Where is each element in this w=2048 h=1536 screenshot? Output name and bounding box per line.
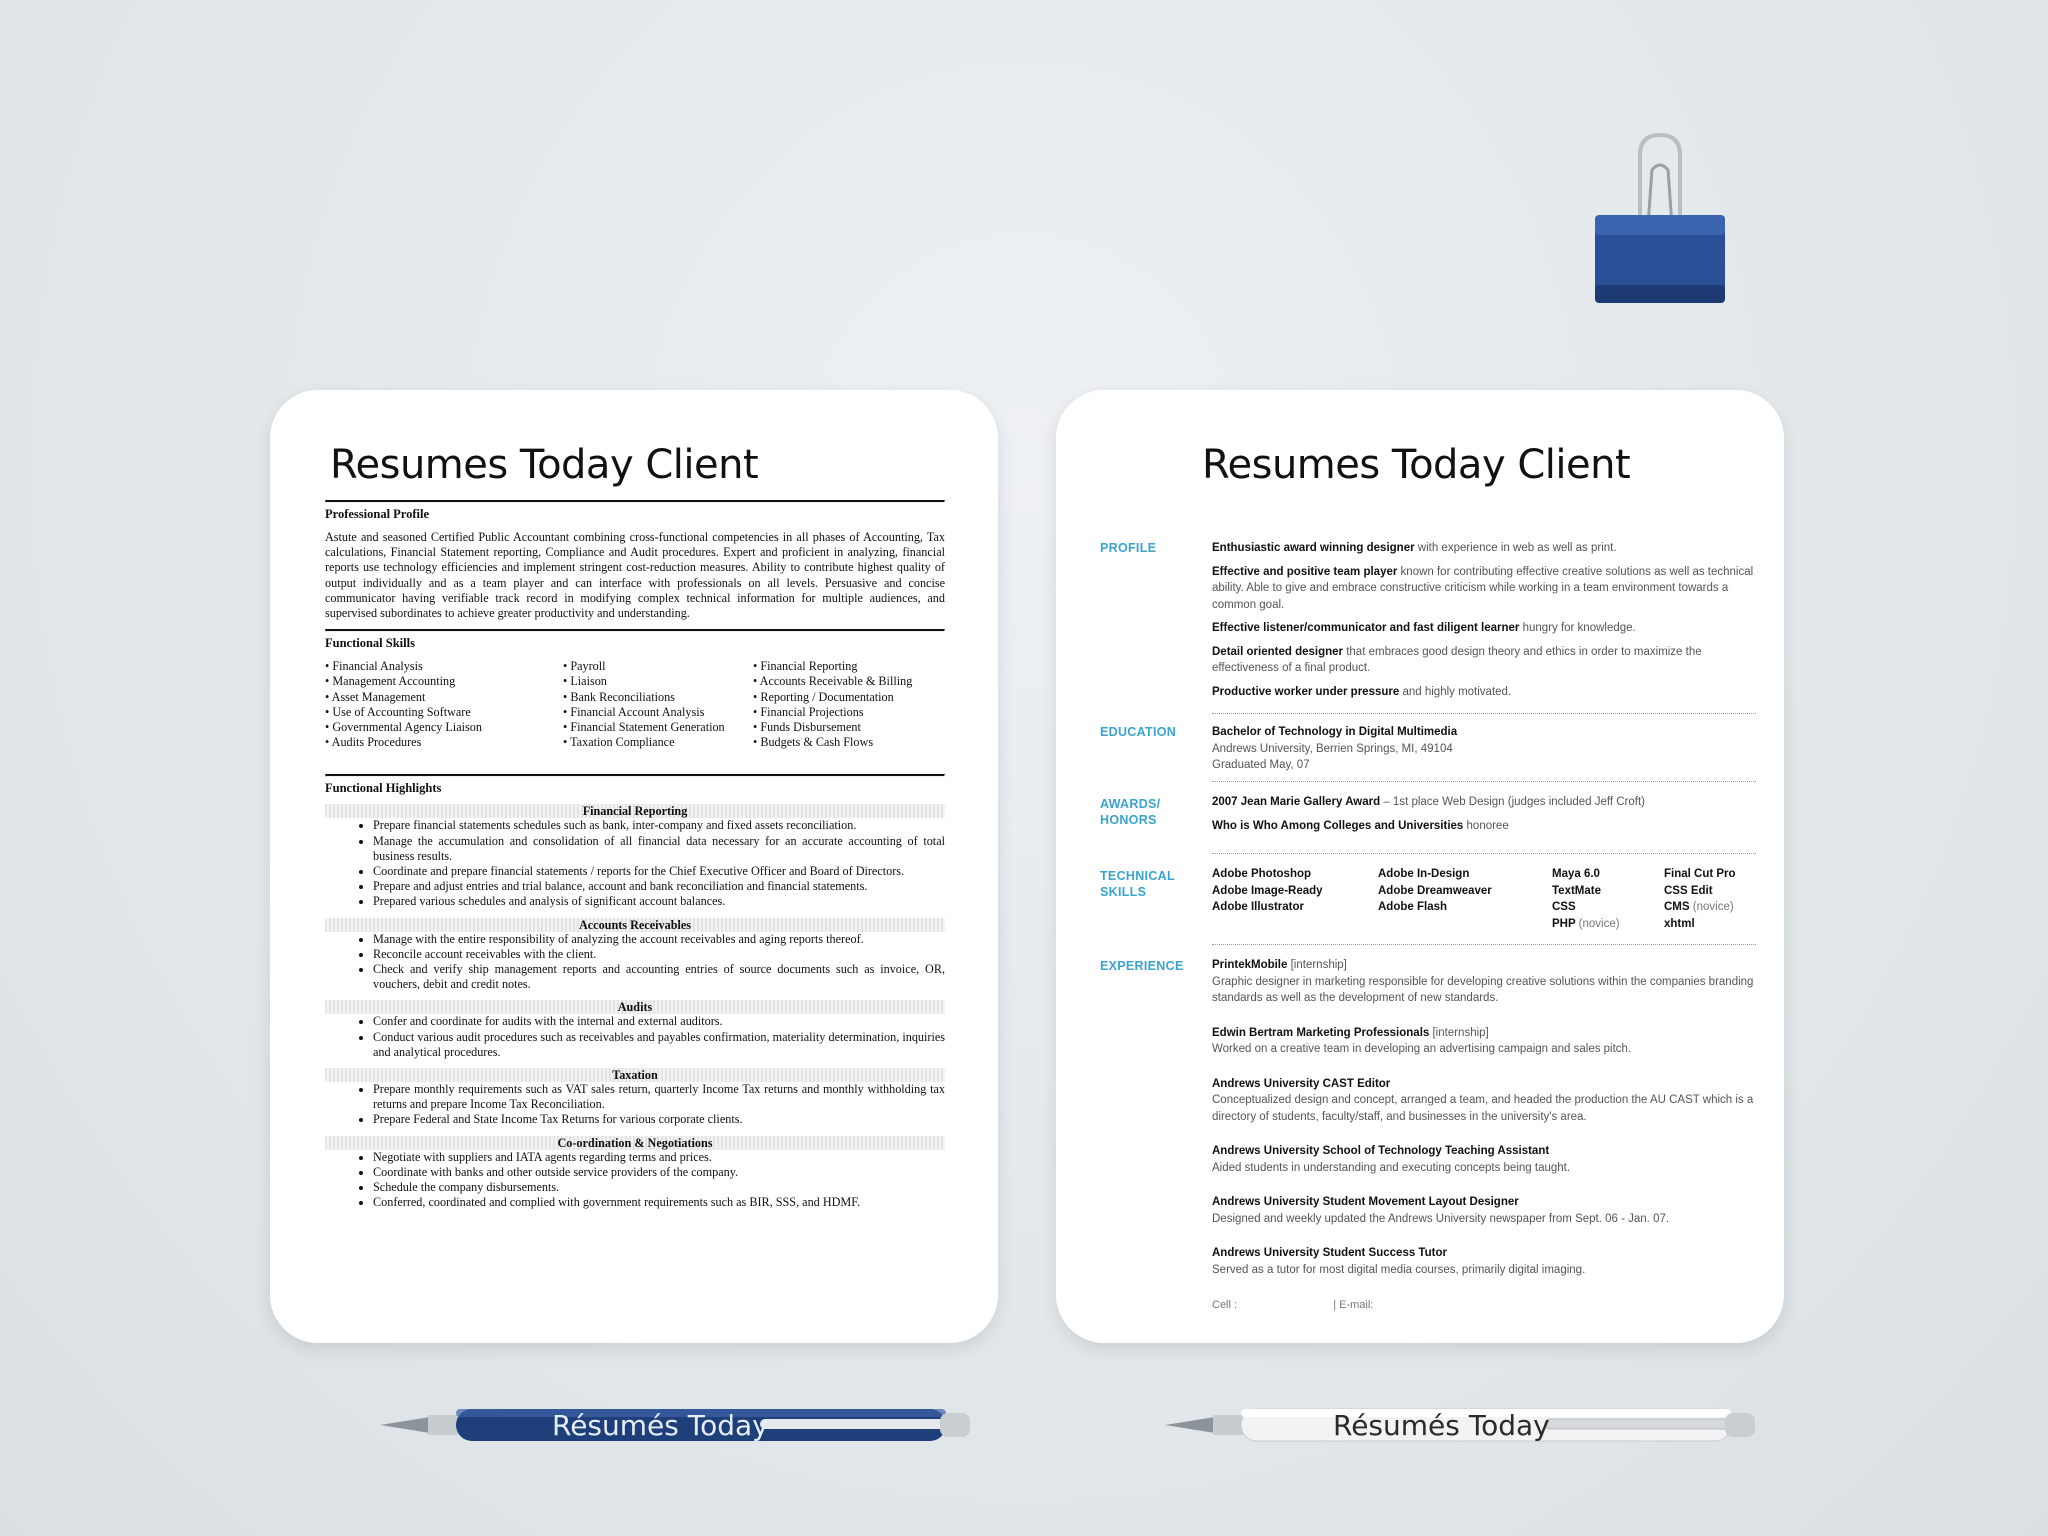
experience-list — [1212, 957, 1762, 1296]
skill-item: • Financial Account Analysis — [563, 705, 753, 720]
section-label-line: TECHNICAL — [1100, 869, 1175, 883]
experience-title — [1212, 1025, 1762, 1042]
experience-description: Conceptualized design and concept, arranged a team, and headed the production the AU CAST which is a directory of students, faculty/staff, and businesses in the university's area. — [1212, 1094, 1754, 1123]
tech-skill-note: (novice) — [1578, 917, 1620, 930]
divider — [325, 774, 945, 777]
education-school: Andrews University, Berrien Springs, MI, 49104 — [1212, 742, 1453, 755]
section-label-profile: PROFILE — [1100, 541, 1157, 555]
highlight-item: • Prepare financial statements schedules such as bank, inter-company and fixed assets reconciliation. — [373, 818, 945, 833]
experience-description: Graphic designer in marketing responsible for developing creative solutions within the companies branding standards as well as the development of new standards. — [1212, 975, 1754, 1004]
experience-title — [1212, 957, 1762, 974]
experience-tag: [internship] — [1429, 1026, 1489, 1039]
experience-item — [1212, 1143, 1762, 1176]
tech-skill-name: Adobe In-Design — [1378, 868, 1470, 880]
tech-skill — [1664, 883, 1762, 900]
section-label-education: EDUCATION — [1100, 725, 1177, 739]
highlight-subheading: Accounts Receivables — [325, 918, 945, 932]
experience-title — [1212, 1143, 1762, 1160]
profile-item-text: with experience in web as well as print. — [1414, 542, 1617, 554]
highlight-item: • Coordinate and prepare financial statements / reports for the Chief Executive Officer and Board of Directors. — [373, 864, 945, 879]
highlight-bullets — [325, 1082, 945, 1128]
section-heading-highlights: Functional Highlights — [325, 781, 442, 796]
tech-skill-name: Adobe Image-Ready — [1212, 884, 1323, 897]
highlight-item: • Prepare monthly requirements such as VAT sales return, quarterly Income Tax returns and monthly withholding tax returns and prepare Income Tax Reconciliation. — [373, 1082, 945, 1112]
highlight-subheading: Financial Reporting — [325, 804, 945, 818]
tech-skill-name: PHP — [1552, 917, 1576, 930]
experience-title — [1212, 1245, 1762, 1262]
tech-skill-name: xhtml — [1664, 917, 1695, 930]
section-label-line: AWARDS/ — [1100, 797, 1161, 811]
skills-grid — [325, 659, 945, 750]
pen-brand-text: Résumés Today — [1333, 1409, 1550, 1442]
education-block — [1212, 724, 1762, 774]
tech-column — [1664, 866, 1762, 932]
highlight-item: • Conferred, coordinated and complied with government requirements such as BIR, SSS, and HDMF. — [373, 1195, 945, 1210]
pen-silver — [1165, 1395, 1760, 1455]
skills-column — [753, 659, 945, 750]
highlight-item: • Manage with the entire responsibility of analyzing the account receivables and aging reports thereof. — [373, 932, 945, 947]
skill-item: • Management Accounting — [325, 674, 563, 689]
technical-skills-grid — [1212, 866, 1762, 932]
section-heading-skills: Functional Skills — [325, 636, 415, 651]
tech-skill — [1212, 899, 1378, 916]
highlight-bullets — [325, 1014, 945, 1060]
tech-skill — [1664, 899, 1762, 916]
profile-item — [1212, 644, 1762, 677]
skills-column — [325, 659, 563, 750]
section-label-line: SKILLS — [1100, 885, 1147, 899]
experience-description: Worked on a creative team in developing an advertising campaign and sales pitch. — [1212, 1043, 1632, 1055]
tech-skill-name: Maya 6.0 — [1552, 868, 1600, 880]
section-label-line: HONORS — [1100, 813, 1157, 827]
resume-title: Resumes Today Client — [1202, 442, 1631, 488]
profile-item — [1212, 540, 1762, 557]
award-item-text: – 1st place Web Design (judges included Jeff Croft) — [1380, 796, 1645, 808]
skill-item: • Accounts Receivable & Billing — [753, 674, 945, 689]
skill-item: • Governmental Agency Liaison — [325, 720, 563, 735]
profile-list — [1212, 540, 1762, 707]
experience-title — [1212, 1194, 1762, 1211]
experience-role: Andrews University Student Success Tutor — [1212, 1247, 1447, 1259]
profile-item — [1212, 684, 1762, 701]
section-heading-profile: Professional Profile — [325, 507, 430, 521]
award-item-bold: Who is Who Among Colleges and Universities — [1212, 819, 1464, 832]
experience-role: PrintekMobile — [1212, 959, 1288, 971]
skills-column — [563, 659, 753, 750]
experience-role: Andrews University Student Movement Layout Designer — [1212, 1196, 1519, 1208]
tech-skill-name: CMS — [1664, 901, 1690, 913]
dotted-divider — [1212, 781, 1756, 782]
tech-skill-name: Final Cut Pro — [1664, 868, 1736, 880]
experience-description: Aided students in understanding and executing concepts being taught. — [1212, 1161, 1571, 1174]
highlight-subheading: Audits — [325, 1000, 945, 1014]
profile-item-text: that embraces good design theory and ethics in order to maximize the effectiveness of a final product. — [1212, 645, 1702, 674]
profile-item-bold: Effective and positive team player — [1212, 565, 1398, 578]
award-item-text: honoree — [1463, 819, 1509, 832]
highlight-subheading: Co-ordination & Negotiations — [325, 1136, 945, 1150]
skill-item: • Financial Projections — [753, 705, 945, 720]
tech-skill-name: Adobe Illustrator — [1212, 901, 1305, 913]
highlight-bullets — [325, 1150, 945, 1211]
award-item-bold: 2007 Jean Marie Gallery Award — [1212, 796, 1381, 808]
binder-clip-icon — [1590, 130, 1730, 310]
tech-column — [1552, 866, 1664, 932]
tech-skill — [1378, 883, 1552, 900]
section-label-technical-skills — [1100, 868, 1210, 900]
experience-tag: [internship] — [1287, 959, 1347, 971]
education-graduated: Graduated May, 07 — [1212, 759, 1310, 771]
section-label-experience: EXPERIENCE — [1100, 959, 1184, 973]
tech-column — [1212, 866, 1378, 932]
highlight-item: • Prepare Federal and State Income Tax Returns for various corporate clients. — [373, 1112, 945, 1127]
tech-skill — [1378, 899, 1552, 916]
tech-column — [1378, 866, 1552, 932]
resume-card-designer — [1056, 390, 1784, 1343]
dotted-divider — [1212, 713, 1756, 714]
highlight-item: • Schedule the company disbursements. — [373, 1180, 945, 1195]
experience-item — [1212, 957, 1762, 1007]
profile-item-bold: Productive worker under pressure — [1212, 685, 1400, 698]
skill-item: • Funds Disbursement — [753, 720, 945, 735]
skill-item: • Bank Reconciliations — [563, 690, 753, 705]
profile-item — [1212, 620, 1762, 637]
experience-item — [1212, 1025, 1762, 1058]
divider — [325, 629, 945, 632]
skill-item: • Budgets & Cash Flows — [753, 735, 945, 750]
highlight-item: • Prepared various schedules and analysis of significant account balances. — [373, 894, 945, 909]
resume-title: Resumes Today Client — [330, 442, 759, 488]
contact-email-label: | E-mail: — [1333, 1299, 1374, 1311]
tech-skill-note: (novice) — [1692, 901, 1734, 913]
experience-role: Andrews University CAST Editor — [1212, 1077, 1391, 1090]
tech-skill-name: CSS Edit — [1664, 884, 1713, 897]
skill-item: • Financial Reporting — [753, 659, 945, 674]
divider — [325, 500, 945, 503]
skill-item: • Taxation Compliance — [563, 735, 753, 750]
tech-skill-name: CSS — [1552, 901, 1576, 913]
profile-item-bold: Detail oriented designer — [1212, 645, 1344, 658]
highlights-list — [325, 804, 945, 1210]
experience-title — [1212, 1076, 1762, 1093]
tech-skill — [1552, 883, 1664, 900]
awards-list — [1212, 794, 1762, 841]
section-label-awards — [1100, 796, 1210, 828]
tech-skill — [1552, 899, 1664, 916]
pen-brand-text: Résumés Today — [552, 1409, 769, 1442]
highlight-item: • Confer and coordinate for audits with the internal and external auditors. — [373, 1014, 945, 1029]
experience-description: Designed and weekly updated the Andrews University newspaper from Sept. 06 - Jan. 07. — [1212, 1212, 1670, 1225]
experience-description: Served as a tutor for most digital media courses, primarily digital imaging. — [1212, 1263, 1586, 1276]
skill-item: • Financial Analysis — [325, 659, 563, 674]
experience-role: Edwin Bertram Marketing Professionals — [1212, 1026, 1430, 1039]
dotted-divider — [1212, 944, 1756, 945]
resume-card-accountant — [270, 390, 998, 1343]
contact-cell-label: Cell : — [1212, 1299, 1238, 1311]
education-degree: Bachelor of Technology in Digital Multimedia — [1212, 726, 1458, 738]
award-item — [1212, 794, 1762, 811]
highlight-item: • Conduct various audit procedures such as receivables and payables confirmation, materiality determination, inquiries and analytical procedures. — [373, 1030, 945, 1060]
experience-role: Andrews University School of Technology Teaching Assistant — [1212, 1145, 1550, 1157]
skill-item: • Asset Management — [325, 690, 563, 705]
highlight-item: • Coordinate with banks and other outside service providers of the company. — [373, 1165, 945, 1180]
tech-skill — [1664, 916, 1762, 933]
profile-item-text: known for contributing effective creative solutions as well as technical ability. Able to give and embrace constructive criticism while working in a team environment towards a common goal. — [1212, 565, 1754, 611]
tech-skill-name: TextMate — [1552, 884, 1601, 897]
tech-skill — [1378, 866, 1552, 883]
highlight-subheading: Taxation — [325, 1068, 945, 1082]
dotted-divider — [1212, 853, 1756, 854]
tech-skill — [1212, 866, 1378, 883]
highlight-item: • Negotiate with suppliers and IATA agents regarding terms and prices. — [373, 1150, 945, 1165]
tech-skill — [1552, 866, 1664, 883]
profile-paragraph: Astute and seasoned Certified Public Accountant combining cross-functional competencies in all phases of Accounting, Tax calculations, Financial Statement reporting, Compliance and Audit procedures. Expert and proficient in analyzing, financial reports use technology efficiencies and implement stringent cost-reduction measures. Ability to contribute highest quality of output individually and as a team player and can interface with professionals on all levels. Persuasive and concise communicator having verifiable track record in modifying complex technical information for multiple audiences, and supervised subordinates to achieve greater productivity and understanding. — [325, 530, 945, 621]
skill-item: • Audits Procedures — [325, 735, 563, 750]
experience-item — [1212, 1194, 1762, 1227]
profile-item-text: and highly motivated. — [1399, 685, 1512, 698]
profile-item-bold: Effective listener/communicator and fast diligent learner — [1212, 622, 1520, 634]
tech-skill — [1212, 883, 1378, 900]
tech-skill — [1552, 916, 1664, 933]
profile-item-bold: Enthusiastic award winning designer — [1212, 542, 1415, 554]
skill-item: • Reporting / Documentation — [753, 690, 945, 705]
skill-item: • Use of Accounting Software — [325, 705, 563, 720]
highlight-bullets — [325, 818, 945, 909]
highlight-bullets — [325, 932, 945, 993]
pen-blue — [380, 1395, 975, 1455]
highlight-item: • Manage the accumulation and consolidation of all financial data necessary for an accurate accounting of total business results. — [373, 834, 945, 864]
skill-item: • Liaison — [563, 674, 753, 689]
tech-skill-name: Adobe Photoshop — [1212, 868, 1312, 880]
experience-item — [1212, 1245, 1762, 1278]
award-item — [1212, 818, 1762, 835]
highlight-item: • Check and verify ship management reports and accounting entries of source documents such as invoice, OR, vouchers, debit and credit notes. — [373, 962, 945, 992]
tech-skill — [1664, 866, 1762, 883]
skill-item: • Payroll — [563, 659, 753, 674]
highlight-item: • Prepare and adjust entries and trial balance, account and bank reconciliation and financial statements. — [373, 879, 945, 894]
profile-item — [1212, 564, 1762, 614]
contact-line — [1212, 1297, 1762, 1314]
highlight-item: • Reconcile account receivables with the client. — [373, 947, 945, 962]
experience-item — [1212, 1076, 1762, 1126]
skill-item: • Financial Statement Generation — [563, 720, 753, 735]
tech-skill-name: Adobe Flash — [1378, 901, 1448, 913]
profile-item-text: hungry for knowledge. — [1519, 622, 1636, 634]
tech-skill-name: Adobe Dreamweaver — [1378, 884, 1492, 897]
